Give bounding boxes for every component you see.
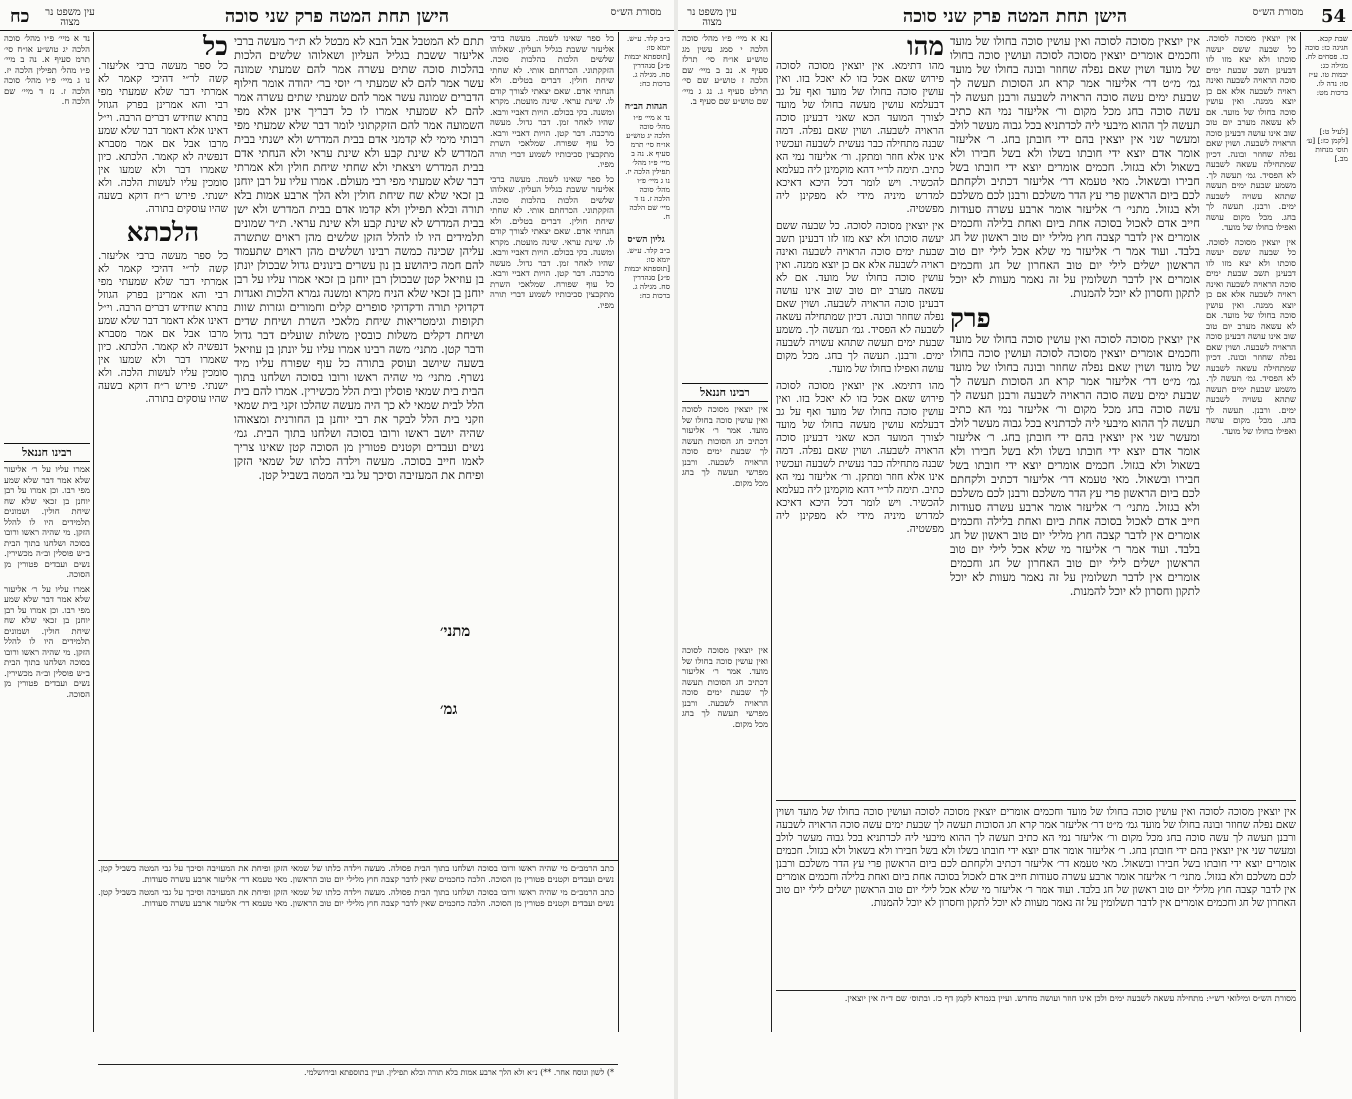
left-section-mishnah: מתני׳ <box>440 622 471 640</box>
page-gutter <box>674 0 678 1099</box>
right-rabbeinu-text-2: אין יוצאין מסוכה לסוכה ואין עושין סוכה בחולו של מועד. אמר ר׳ אליעזר דכתיב חג הסוכות תעשה לך שבעת ימים סוכה הראויה לשבעה. ורבנן מפרשי תעשה לך בחג מכל מקום. <box>682 646 768 730</box>
right-right-margin-rule <box>1300 32 1301 1032</box>
right-footer-rule <box>776 990 1296 991</box>
right-ein-mishpat-text: נא א מיי׳ פ״ו מהל׳ סוכה הלכה י סמג עשין מג טוש״ע או״ח סי׳ תרלז סעיף א. נב ב מיי׳ שם הלכה ז טוש״ע שם סי׳ תרלט סעיף ג. נג ג מיי׳ שם טוש״ע שם סעיף ב. <box>682 34 768 107</box>
right-margin-notes: [לעיל ט:] [לקמן כז:] [ע׳ תוס׳ מנחות מב.] <box>1306 127 1348 163</box>
right-section-word: פרק <box>950 304 991 334</box>
left-bottom-text: כתב הרמב״ם מי שהיה ראשו ורובו בסוכה ושלחנו בתוך הבית פסולה. מעשה וילדה כלתו של שמאי הזקן ופיחת את המעזיבה וסיכך על גבי המטה בשביל קטן. נשים ועבדים וקטנים פטורין מן הסוכה. הלכה כחכמים שאין לדבר קצבה חוץ מלילי יום טוב הראשון. מאי טעמא דר׳ אליעזר ארבע עשרה סעודות. <box>98 864 614 885</box>
left-halachta-word: הלכתא <box>126 218 200 248</box>
right-page-header <box>678 4 1352 31</box>
left-bottom-text-2: כתב הרמב״ם מי שהיה ראשו ורובו בסוכה ושלחנו בתוך הבית פסולה. מעשה וילדה כלתו של שמאי הזקן ופיחת את המעזיבה וסיכך על גבי המטה בשביל קטן. נשים ועבדים וקטנים פטורין מן הסוכה. הלכה כחכמים שאין לדבר קצבה חוץ מלילי יום טוב הראשון. מאי טעמא דר׳ אליעזר ארבע עשרה סעודות. <box>98 888 614 909</box>
right-rashi-text-2: אין יוצאין מסוכה לסוכה. כל שבעה ששם יעשה סוכתו ולא יצא מזו לזו דבעינן תשב שבעת ימים סוכה הראויה לשבעה ואינה ראויה לשבעה אלא אם כן יוצא ממנה. ואין עושין סוכה בחולו של מועד. אם לא עשאה מערב יום טוב שוב אינו עושה דבעינן סוכה הראויה לשבעה. ושוין שאם נפלה שחוזר ובונה. דכיון שמתחילה עשאה לשבעה לא הפסיד. גמ׳ תעשה לך. משמע שבעת ימים תעשה שתהא עשויה לשבעה ימים. ורבנן. תעשה לך בחג. מכל מקום עושה ואפילו בחולו של מועד. <box>1206 237 1296 437</box>
left-ein-mishpat-text: נד א מיי׳ פ״ו מהל׳ סוכה הלכה יג טוש״ע או״ח סי׳ תרמ סעיף א. נה ב מיי׳ פ״ו מהל׳ תפילין הלכה יז. נו ג מיי׳ פ״ו מהל׳ סוכה הלכה ז. נז ד מיי׳ שם הלכה ח. <box>4 34 90 107</box>
left-rabbeinu-label: רבינו חננאל <box>4 443 90 462</box>
left-tosafot-text: כל ספר מעשה ברבי אליעזר. קשה לר״י דהיכי קאמר לא אמרתי דבר שלא שמעתי מפי רבי והא אמרינן בפרק הגוזל בתרא שחידש דברים הרבה. וי״ל דאינו אלא דאמר דבר שלא שמע מרבו אבל אם אמר מסברא דנפשיה לא קאמר. הלכתא. כיון שאמרו דבר ולא שמעו אין סומכין עליו לעשות הלכה. ולא ישנתי. פירש ר״ח דוקא בשעה שהיו עוסקים בתורה. <box>98 60 228 215</box>
left-hagahot-label: הגהות הב״ח <box>624 102 668 112</box>
left-rabbeinu-text-2: אמרו עליו על ר׳ אליעזר שלא אמר דבר שלא שמע מפי רבו. וכן אמרו על רבן יוחנן בן זכאי שלא שח שיחת חולין. ושמונים תלמידים היו לו להלל הזקן. מי שהיה ראשו ורובו בסוכה ושלחנו בתוך הבית ב״ש פוסלין וב״ה מכשירין. נשים ועבדים פטורין מן הסוכה. <box>4 584 90 700</box>
right-main-gemara <box>950 34 1200 794</box>
right-rabbeinu-continued <box>682 646 768 1026</box>
left-hagahot-text: נד א מיי׳ פ״ו מהל׳ סוכה הלכה יג טוש״ע או״ח סי׳ תרמ סעיף א. נה ב מיי׳ פ״ו מהל׳ תפילין הלכה יז. נו ג מיי׳ פ״ו מהל׳ סוכה הלכה ז. נז ד מיי׳ שם הלכה ח. <box>625 113 670 221</box>
left-gilyon-text: ב״ב קלד. ע״ש. יומא סו: [תוספתא יבמות פ״ג] סנהדרין סח. מגילה ג. ברכות כח: <box>624 246 670 300</box>
left-masoret <box>622 34 670 1024</box>
left-tosafot-text-2: כל ספר מעשה ברבי אליעזר. קשה לר״י דהיכי קאמר לא אמרתי דבר שלא שמעתי מפי רבי והא אמרינן בפרק הגוזל בתרא שחידש דברים הרבה. וי״ל דאינו אלא דאמר דבר שלא שמע מרבו אבל אם אמר מסברא דנפשיה לא קאמר. הלכתא. כיון שאמרו דבר ולא שמעו אין סומכין עליו לעשות הלכה. ולא ישנתי. פירש ר״ח דוקא בשעה שהיו עוסקים בתורה. <box>98 250 228 405</box>
left-section-gemara: גמ׳ <box>440 700 458 718</box>
right-page <box>678 0 1352 1099</box>
right-bottom-text: מסורת הש״ס ומילואי רש״י: מתחילה עשאה לשבעה ימים ולכן אינו חוזר ועושה מחדש. ועיין בגמרא לקמן דף כז. ובתוס׳ שם ד״ה אין יוצאין. <box>844 994 1296 1004</box>
right-tosafot-text-3: מהו דתימא. אין יוצאין מסוכה לסוכה פירוש שאם אכל בזו לא יאכל בזו. ואין עושין סוכה בחולו של מועד ואף על גב דבעלמא עושין מעשה בחולו של מועד לצורך המועד הכא שאני דבעינן סוכה הראויה לשבעה. ושוין שאם נפלה. דמה שבנה מתחילה כבר נעשית לשבעה ועכשיו אינו אלא חוזר ומתקן. ור׳ אליעזר נמי הא כתיב. תימה לר״י דהא מוקמינן ליה בעלמא להכשיר. ויש לומר דכל היכא דאיכא למדרש מיניה מידי לא מפקינן ליה מפשטיה. <box>776 380 944 535</box>
right-footer <box>776 994 1296 1094</box>
right-left-margin-rule <box>771 32 772 1032</box>
left-bottom-text-block <box>98 864 614 1064</box>
right-tosafot-text: מהו דתימא. אין יוצאין מסוכה לסוכה פירוש שאם אכל בזו לא יאכל בזו. ואין עושין סוכה בחולו של מועד ואף על גב דבעלמא עושין מעשה בחולו של מועד לצורך המועד הכא שאני דבעינן סוכה הראויה לשבעה. ושוין שאם נפלה. דמה שבנה מתחילה כבר נעשית לשבעה ועכשיו אינו אלא חוזר ומתקן. ור׳ אליעזר נמי הא כתיב. תימה לר״י דהא מוקמינן ליה בעלמא להכשיר. ויש לומר דכל היכא דאיכא למדרש מיניה מידי לא מפקינן ליה מפשטיה. <box>776 60 944 215</box>
right-main-text-2: אין יוצאין מסוכה לסוכה ואין עושין סוכה בחולו של מועד וחכמים אומרים יוצאין מסוכה לסוכה ועושין סוכה בחולו של מועד ושוין שאם נפלה שחוזר ובונה בחולו של מועד גמ׳ מ״ט דר׳ אליעזר אמר קרא חג הסוכות תעשה לך שבעת ימים עשה סוכה הראויה לשבעה ורבנן תעשה לך עשה סוכה בחג מכל מקום ור׳ אליעזר נמי הא כתיב תעשה לך ההוא מיבעי ליה לכדתניא בכל גבוה מעשר לולב ומעשר שני אין יוצאין בהם ידי חובתן בחג. ר׳ אליעזר אומר אדם יוצא ידי חובתו בשלו ולא בשל חבירו ולא בשאול ולא בגזול. חכמים אומרים יוצא ידי חובתו בשל חבירו ובשאול. מאי טעמא דר׳ אליעזר דכתיב ולקחתם לכם ביום הראשון פרי עץ הדר משלכם ורבנן לכם משלכם ולא בגזול. מתני׳ ר׳ אליעזר אומר ארבע עשרה סעודות חייב אדם לאכול בסוכה אחת ביום ואחת בלילה וחכמים אומרים אין לדבר קצבה חוץ מלילי יום טוב ראשון של חג בלבד. ועוד אמר ר׳ אליעזר מי שלא אכל לילי יום טוב הראשון ישלים לילי יום טוב האחרון של חג וחכמים אומרים אין לדבר תשלומין על זה נאמר מעוות לא יוכל לתקון וחסרון לא יוכל להמנות. <box>950 332 1200 598</box>
right-page-title: הישן תחת המטה פרק שני סוכה <box>902 6 1128 27</box>
right-bottom-text-block <box>776 806 1296 986</box>
left-page-header <box>0 4 674 31</box>
left-rashi-text-2: כל ספר שאינו לשמה. מעשה ברבי אליעזר ששבת בגליל העליון. שאלוהו שלשים הלכות בהלכות סוכה. הזקקתוני. הכרחתם אותי. לא שחתי שיחת חולין. דברים בטלים. ולא הנחתי אדם. שאם יצאתי לצורך קודם לו. שינת עראי. שינה מועטת. מקרא ומשנה. בקי בכולם. הויות דאביי ורבא. שהיו לאחר זמן. דבר גדול. מעשה מרכבה. דבר קטן. הויות דאביי ורבא. כל עוף שפורח. שמלאכי השרת מתקבצין סביבותיו לשמוע דברי תורה מפיו. <box>490 174 614 311</box>
right-rabbeinu-chananel <box>682 380 768 640</box>
left-bottom-rule <box>98 860 618 861</box>
left-opening-word: כל <box>203 34 228 62</box>
left-footnote-rule <box>98 1064 618 1065</box>
right-rashi-text: אין יוצאין מסוכה לסוכה. כל שבעה ששם יעשה סוכתו ולא יצא מזו לזו דבעינן תשב שבעת ימים סוכה הראויה לשבעה ואינה ראויה לשבעה אלא אם כן יוצא ממנה. ואין עושין סוכה בחולו של מועד. אם לא עשאה מערב יום טוב שוב אינו עושה דבעינן סוכה הראויה לשבעה. ושוין שאם נפלה שחוזר ובונה. דכיון שמתחילה עשאה לשבעה לא הפסיד. גמ׳ תעשה לך. משמע שבעת ימים תעשה שתהא עשויה לשבעה ימים. ורבנן. תעשה לך בחג. מכל מקום עושה ואפילו בחולו של מועד. <box>1206 34 1296 233</box>
left-footnote: *) לשון ונוסח אחר. **) נ״א ולא הלך ארבע אמות בלא תורה ובלא תפילין. ועיין בתוספתא ובירושלמי. <box>304 1068 614 1077</box>
right-rabbeinu-text: אין יוצאין מסוכה לסוכה ואין עושין סוכה בחולו של מועד. אמר ר׳ אליעזר דכתיב חג הסוכות תעשה לך שבעת ימים סוכה הראויה לשבעה. ורבנן מפרשי תעשה לך בחג מכל מקום. <box>682 405 768 489</box>
left-page-title: הישן תחת המטה פרק שני סוכה <box>224 6 450 27</box>
left-ein-mishpat <box>4 34 90 434</box>
left-page-number: כח <box>10 6 30 27</box>
left-masoret-text: ב״ב קלד. ע״ש. יומא סו: [תוספתא יבמות פ״ג] סנהדרין סח. מגילה ג. ברכות כח: <box>624 34 670 88</box>
right-ein-mishpat-label: עין משפט נר מצוה <box>687 7 737 28</box>
left-masoret-label: מסורת הש״ס <box>610 7 662 18</box>
left-rashi-text: כל ספר שאינו לשמה. מעשה ברבי אליעזר ששבת בגליל העליון. שאלוהו שלשים הלכות בהלכות סוכה. הזקקתוני. הכרחתם אותי. לא שחתי שיחת חולין. דברים בטלים. ולא הנחתי אדם. שאם יצאתי לצורך קודם לו. שינת עראי. שינה מועטת. מקרא ומשנה. בקי בכולם. הויות דאביי ורבא. שהיו לאחר זמן. דבר גדול. מעשה מרכבה. דבר קטן. הויות דאביי ורבא. כל עוף שפורח. שמלאכי השרת מתקבצין סביבותיו לשמוע דברי תורה מפיו. <box>490 34 614 170</box>
left-page <box>0 0 674 1099</box>
right-tosafot-text-2: אין יוצאין מסוכה לסוכה. כל שבעה ששם יעשה סוכתו ולא יצא מזו לזו דבעינן תשב שבעת ימים סוכה הראויה לשבעה ואינה ראויה לשבעה אלא אם כן יוצא ממנה. ואין עושין סוכה בחולו של מועד. אם לא עשאה מערב יום טוב שוב אינו עושה דבעינן סוכה הראויה לשבעה. ושוין שאם נפלה שחוזר ובונה. דכיון שמתחילה עשאה לשבעה לא הפסיד. גמ׳ תעשה לך. משמע שבעת ימים תעשה שתהא עשויה לשבעה ימים. ורבנן. תעשה לך בחג. מכל מקום עושה ואפילו בחולו של מועד. <box>776 220 944 375</box>
right-rashi <box>1206 34 1296 854</box>
right-ein-mishpat <box>682 34 768 374</box>
right-bottom-lower-main: אין יוצאין מסוכה לסוכה ואין עושין סוכה בחולו של מועד וחכמים אומרים יוצאין מסוכה לסוכה ועושין סוכה בחולו של מועד ושוין שאם נפלה שחוזר ובונה בחולו של מועד גמ׳ מ״ט דר׳ אליעזר אמר קרא חג הסוכות תעשה לך שבעת ימים עשה סוכה הראויה לשבעה ורבנן תעשה לך עשה סוכה בחג מכל מקום ור׳ אליעזר נמי הא כתיב תעשה לך ההוא מיבעי ליה לכדתניא בכל גבוה מעשר לולב ומעשר שני אין יוצאין בהם ידי חובתן בחג. ר׳ אליעזר אומר אדם יוצא ידי חובתו בשלו ולא בשל חבירו ולא בשאול ולא בגזול. חכמים אומרים יוצא ידי חובתו בשל חבירו ובשאול. מאי טעמא דר׳ אליעזר דכתיב ולקחתם לכם ביום הראשון פרי עץ הדר משלכם ורבנן לכם משלכם ולא בגזול. מתני׳ ר׳ אליעזר אומר ארבע עשרה סעודות חייב אדם לאכול בסוכה אחת ביום ואחת בלילה וחכמים אומרים אין לדבר קצבה חוץ מלילי יום טוב ראשון של חג בלבד. ועוד אמר ר׳ אליעזר מי שלא אכל לילי יום טוב הראשון ישלים לילי יום טוב האחרון של חג וחכמים אומרים אין לדבר תשלומין על זה נאמר מעוות לא יוכל לתקון וחסרון לא יוכל להמנות. <box>776 806 1296 909</box>
left-rashi <box>490 34 614 854</box>
left-left-margin-rule <box>93 32 94 1032</box>
left-rabbeinu-text: אמרו עליו על ר׳ אליעזר שלא אמר דבר שלא שמע מפי רבו. וכן אמרו על רבן יוחנן בן זכאי שלא שח שיחת חולין. ושמונים תלמידים היו לו להלל הזקן. מי שהיה ראשו ורובו בסוכה ושלחנו בתוך הבית ב״ש פוסלין וב״ה מכשירין. נשים ועבדים פטורין מן הסוכה. <box>4 465 90 580</box>
right-opening-word: מהו <box>906 34 944 62</box>
right-masoret <box>1304 34 1348 1024</box>
right-bottom-rule <box>776 800 1296 801</box>
right-masoret-label: מסורת הש״ס <box>1252 7 1304 18</box>
left-rabbeinu-chananel <box>4 440 90 1026</box>
left-main-text: תתם לא המטבל אבל הבא לא מבטל לא ת״ר מעשה ברבי אליעזר ששבת בגליל העליון ושאלוהו שלשים הלכות בהלכות סוכה שתים עשרה אמר להם שמעתי שמונה עשר אמר להם לא שמעתי ר׳ יוסי בר׳ יהודה אומר חילוף הדברים שמונה עשר אמר להם שמעתי שתים עשרה אמר להם לא שמעתי אמרו לו כל דבריך אינן אלא מפי השמועה אמר להם הזקקתוני לומר דבר שלא שמעתי מפי רבותי מימי לא קדמני אדם בבית המדרש ולא ישנתי בבית המדרש לא שינת קבע ולא שינת עראי ולא הנחתי אדם בבית המדרש ויצאתי ולא שחתי שיחת חולין ולא אמרתי דבר שלא שמעתי מפי רבי מעולם. אמרו עליו על רבן יוחנן בן זכאי שלא שח שיחת חולין ולא הלך ארבע אמות בלא תורה ובלא תפילין ולא קדמו אדם בבית המדרש ולא ישן בבית המדרש לא שינת קבע ולא שינת עראי. ת״ר שמונים תלמידים היו לו להלל הזקן שלשים מהן ראוים שתשרה עליהן שכינה כמשה רבינו ושלשים מהן ראוים שתעמוד להם חמה כיהושע בן נון עשרים בינונים גדול שבכולן יונתן בן עוזיאל קטן שבכולן רבן יוחנן בן זכאי אמרו עליו על רבן יוחנן בן זכאי שלא הניח מקרא ומשנה גמרא הלכות ואגדות דקדוקי תורה ודקדוקי סופרים קלים וחמורים וגזרות שוות תקופות וגימטריאות שיחת מלאכי השרת ושיחת שדים ושיחת דקלים משלות כובסין משלות שועלים דבר גדול ודבר קטן. מתני׳ משה רבינו אמרו עליו על יונתן בן עוזיאל בשעה שיושב ועוסק בתורה כל עוף שפורח עליו מיד נשרף. מתני׳ מי שהיה ראשו ורובו בסוכה ושלחנו בתוך הבית בית שמאי פוסלין ובית הלל מכשירין. אמרו להם בית הלל לבית שמאי לא כך היה מעשה שהלכו זקני בית שמאי וזקני בית הלל לבקר את רבי יוחנן בן החורנית ומצאוהו שהיה יושב ראשו ורובו בסוכה ושלחנו בתוך הבית. גמ׳ נשים ועבדים וקטנים פטורין מן הסוכה קטן שאינו צריך לאמו חייב בסוכה. מעשה וילדה כלתו של שמאי הזקן ופיחת את המעזיבה וסיכך על גבי המטה בשביל קטן. <box>234 34 484 482</box>
right-tosafot <box>776 34 944 794</box>
left-ein-mishpat-label: עין משפט נר מצוה <box>45 7 95 28</box>
right-masoret-text: שבת קכא. חגיגה כז: סוכה כז. פסחים לח. מגילה כג: יבמות טו. ע״ז סו: נדה לו. ברכות מט: <box>1305 34 1348 97</box>
right-page-number: 54 <box>1320 6 1346 27</box>
right-rabbeinu-label: רבינו חננאל <box>682 383 768 402</box>
left-main-gemara <box>234 34 484 854</box>
left-tosafot <box>98 34 228 854</box>
left-right-margin-rule <box>618 32 619 1032</box>
left-gilyon-label: גליון הש״ס <box>627 235 665 245</box>
right-main-text: אין יוצאין מסוכה לסוכה ואין עושין סוכה בחולו של מועד וחכמים אומרים יוצאין מסוכה לסוכה ועושין סוכה בחולו של מועד ושוין שאם נפלה שחוזר ובונה בחולו של מועד גמ׳ מ״ט דר׳ אליעזר אמר קרא חג הסוכות תעשה לך שבעת ימים עשה סוכה הראויה לשבעה ורבנן תעשה לך עשה סוכה בחג מכל מקום ור׳ אליעזר נמי הא כתיב תעשה לך ההוא מיבעי ליה לכדתניא בכל גבוה מעשר לולב ומעשר שני אין יוצאין בהם ידי חובתן בחג. ר׳ אליעזר אומר אדם יוצא ידי חובתו בשלו ולא בשל חבירו ולא בשאול ולא בגזול. חכמים אומרים יוצא ידי חובתו בשל חבירו ובשאול. מאי טעמא דר׳ אליעזר דכתיב ולקחתם לכם ביום הראשון פרי עץ הדר משלכם ורבנן לכם משלכם ולא בגזול. מתני׳ ר׳ אליעזר אומר ארבע עשרה סעודות חייב אדם לאכול בסוכה אחת ביום ואחת בלילה וחכמים אומרים אין לדבר קצבה חוץ מלילי יום טוב ראשון של חג בלבד. ועוד אמר ר׳ אליעזר מי שלא אכל לילי יום טוב הראשון ישלים לילי יום טוב האחרון של חג וחכמים אומרים אין לדבר תשלומין על זה נאמר מעוות לא יוכל לתקון וחסרון לא יוכל להמנות. <box>950 34 1200 300</box>
